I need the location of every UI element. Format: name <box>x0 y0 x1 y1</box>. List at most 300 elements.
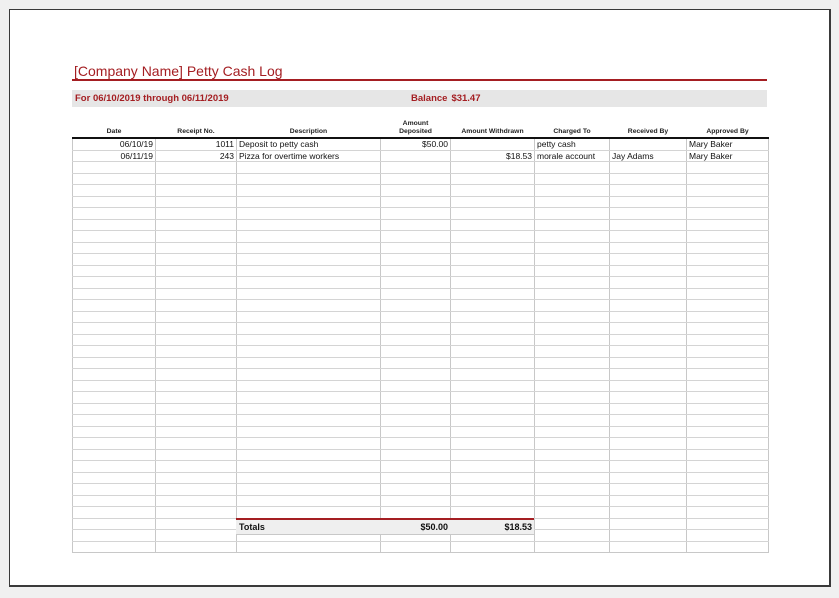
cell-description[interactable] <box>237 449 381 461</box>
cell-deposited[interactable] <box>381 162 451 174</box>
table-row[interactable] <box>73 208 769 220</box>
cell-approved-by[interactable] <box>687 346 769 358</box>
cell-withdrawn[interactable] <box>451 357 535 369</box>
cell-approved-by[interactable]: Mary Baker <box>687 138 769 150</box>
cell-charged-to[interactable] <box>535 173 610 185</box>
table-row[interactable] <box>73 541 769 553</box>
cell-charged-to[interactable] <box>535 472 610 484</box>
cell-charged-to[interactable] <box>535 518 610 530</box>
cell-description[interactable] <box>237 162 381 174</box>
cell-charged-to[interactable] <box>535 357 610 369</box>
cell-received-by[interactable] <box>610 173 687 185</box>
table-row[interactable] <box>73 162 769 174</box>
cell-charged-to[interactable] <box>535 311 610 323</box>
cell-description[interactable] <box>237 300 381 312</box>
table-row[interactable] <box>73 461 769 473</box>
cell-deposited[interactable] <box>381 403 451 415</box>
cell-deposited[interactable] <box>381 300 451 312</box>
cell-approved-by[interactable] <box>687 495 769 507</box>
cell-withdrawn[interactable] <box>451 484 535 496</box>
cell-date[interactable] <box>73 185 156 197</box>
cell-approved-by[interactable] <box>687 461 769 473</box>
cell-date[interactable] <box>73 495 156 507</box>
table-row[interactable] <box>73 415 769 427</box>
cell-approved-by[interactable] <box>687 300 769 312</box>
cell-description[interactable] <box>237 541 381 553</box>
cell-received-by[interactable] <box>610 300 687 312</box>
cell-date[interactable] <box>73 311 156 323</box>
cell-date[interactable] <box>73 162 156 174</box>
cell-charged-to[interactable] <box>535 208 610 220</box>
cell-description[interactable] <box>237 196 381 208</box>
cell-received-by[interactable] <box>610 484 687 496</box>
table-row[interactable] <box>73 346 769 358</box>
cell-approved-by[interactable] <box>687 311 769 323</box>
cell-received-by[interactable] <box>610 138 687 150</box>
cell-withdrawn[interactable] <box>451 495 535 507</box>
cell-date[interactable] <box>73 265 156 277</box>
table-row[interactable] <box>73 449 769 461</box>
cell-receipt[interactable] <box>156 162 237 174</box>
cell-withdrawn[interactable] <box>451 138 535 150</box>
cell-description[interactable] <box>237 254 381 266</box>
cell-withdrawn[interactable] <box>451 323 535 335</box>
cell-description[interactable] <box>237 231 381 243</box>
cell-receipt[interactable] <box>156 518 237 530</box>
cell-date[interactable] <box>73 461 156 473</box>
cell-withdrawn[interactable] <box>451 242 535 254</box>
cell-withdrawn[interactable] <box>451 288 535 300</box>
table-row[interactable] <box>73 219 769 231</box>
cell-deposited[interactable] <box>381 196 451 208</box>
cell-date[interactable] <box>73 242 156 254</box>
cell-charged-to[interactable] <box>535 530 610 542</box>
cell-deposited[interactable] <box>381 449 451 461</box>
cell-description[interactable] <box>237 173 381 185</box>
cell-deposited[interactable] <box>381 357 451 369</box>
cell-date[interactable] <box>73 518 156 530</box>
cell-approved-by[interactable] <box>687 403 769 415</box>
cell-receipt[interactable] <box>156 334 237 346</box>
cell-date[interactable] <box>73 403 156 415</box>
cell-approved-by[interactable] <box>687 530 769 542</box>
cell-deposited[interactable] <box>381 541 451 553</box>
cell-withdrawn[interactable] <box>451 208 535 220</box>
cell-description[interactable] <box>237 403 381 415</box>
cell-approved-by[interactable] <box>687 277 769 289</box>
cell-receipt[interactable] <box>156 541 237 553</box>
cell-receipt[interactable] <box>156 472 237 484</box>
cell-deposited[interactable] <box>381 173 451 185</box>
cell-charged-to[interactable] <box>535 265 610 277</box>
table-row[interactable] <box>73 138 769 150</box>
table-row[interactable] <box>73 300 769 312</box>
table-row[interactable] <box>73 369 769 381</box>
cell-approved-by[interactable] <box>687 265 769 277</box>
cell-receipt[interactable] <box>156 495 237 507</box>
cell-received-by[interactable] <box>610 346 687 358</box>
cell-received-by[interactable] <box>610 277 687 289</box>
cell-date[interactable] <box>73 300 156 312</box>
table-row[interactable] <box>73 173 769 185</box>
cell-withdrawn[interactable] <box>451 277 535 289</box>
cell-date[interactable] <box>73 288 156 300</box>
cell-approved-by[interactable] <box>687 185 769 197</box>
cell-date[interactable] <box>73 392 156 404</box>
cell-description[interactable] <box>237 426 381 438</box>
cell-receipt[interactable] <box>156 392 237 404</box>
cell-receipt[interactable] <box>156 438 237 450</box>
cell-deposited[interactable] <box>381 334 451 346</box>
table-row[interactable] <box>73 196 769 208</box>
cell-charged-to[interactable] <box>535 219 610 231</box>
cell-withdrawn[interactable] <box>451 426 535 438</box>
cell-withdrawn[interactable] <box>451 369 535 381</box>
cell-received-by[interactable] <box>610 507 687 519</box>
cell-deposited[interactable] <box>381 461 451 473</box>
cell-charged-to[interactable] <box>535 254 610 266</box>
cell-approved-by[interactable] <box>687 334 769 346</box>
cell-receipt[interactable] <box>156 231 237 243</box>
cell-received-by[interactable] <box>610 403 687 415</box>
cell-date[interactable] <box>73 254 156 266</box>
cell-receipt[interactable] <box>156 530 237 542</box>
cell-receipt[interactable] <box>156 300 237 312</box>
cell-approved-by[interactable] <box>687 173 769 185</box>
table-row[interactable] <box>73 150 769 162</box>
cell-date[interactable] <box>73 415 156 427</box>
cell-date[interactable] <box>73 323 156 335</box>
cell-received-by[interactable] <box>610 472 687 484</box>
cell-received-by[interactable] <box>610 541 687 553</box>
cell-receipt[interactable] <box>156 403 237 415</box>
cell-approved-by[interactable] <box>687 380 769 392</box>
cell-deposited[interactable] <box>381 288 451 300</box>
cell-description[interactable] <box>237 369 381 381</box>
cell-receipt[interactable] <box>156 484 237 496</box>
cell-deposited[interactable] <box>381 185 451 197</box>
cell-approved-by[interactable] <box>687 231 769 243</box>
cell-receipt[interactable] <box>156 242 237 254</box>
cell-charged-to[interactable] <box>535 185 610 197</box>
cell-approved-by[interactable] <box>687 162 769 174</box>
cell-charged-to[interactable] <box>535 288 610 300</box>
cell-receipt[interactable] <box>156 185 237 197</box>
table-row[interactable] <box>73 231 769 243</box>
cell-approved-by[interactable] <box>687 219 769 231</box>
cell-withdrawn[interactable] <box>451 449 535 461</box>
cell-withdrawn[interactable] <box>451 461 535 473</box>
cell-approved-by[interactable] <box>687 518 769 530</box>
cell-approved-by[interactable]: Mary Baker <box>687 150 769 162</box>
cell-withdrawn[interactable] <box>451 196 535 208</box>
cell-received-by[interactable] <box>610 311 687 323</box>
table-row[interactable] <box>73 242 769 254</box>
cell-received-by[interactable] <box>610 254 687 266</box>
cell-receipt[interactable] <box>156 369 237 381</box>
cell-date[interactable] <box>73 472 156 484</box>
table-row[interactable] <box>73 334 769 346</box>
cell-received-by[interactable] <box>610 185 687 197</box>
cell-deposited[interactable] <box>381 484 451 496</box>
cell-date[interactable] <box>73 196 156 208</box>
cell-approved-by[interactable] <box>687 449 769 461</box>
table-row[interactable] <box>73 311 769 323</box>
cell-receipt[interactable] <box>156 461 237 473</box>
cell-description[interactable]: Deposit to petty cash <box>237 138 381 150</box>
cell-approved-by[interactable] <box>687 438 769 450</box>
cell-withdrawn[interactable] <box>451 346 535 358</box>
cell-charged-to[interactable] <box>535 403 610 415</box>
cell-date[interactable] <box>73 219 156 231</box>
cell-deposited[interactable] <box>381 242 451 254</box>
cell-receipt[interactable] <box>156 311 237 323</box>
cell-received-by[interactable] <box>610 242 687 254</box>
cell-received-by[interactable] <box>610 219 687 231</box>
cell-withdrawn[interactable] <box>451 311 535 323</box>
cell-description[interactable] <box>237 242 381 254</box>
table-row[interactable] <box>73 438 769 450</box>
cell-received-by[interactable] <box>610 449 687 461</box>
cell-approved-by[interactable] <box>687 323 769 335</box>
cell-received-by[interactable] <box>610 426 687 438</box>
cell-description[interactable] <box>237 357 381 369</box>
cell-description[interactable] <box>237 392 381 404</box>
cell-date[interactable] <box>73 438 156 450</box>
cell-received-by[interactable]: Jay Adams <box>610 150 687 162</box>
cell-deposited[interactable] <box>381 438 451 450</box>
cell-date[interactable] <box>73 530 156 542</box>
cell-withdrawn[interactable] <box>451 334 535 346</box>
cell-receipt[interactable] <box>156 219 237 231</box>
cell-receipt[interactable] <box>156 346 237 358</box>
cell-deposited[interactable] <box>381 415 451 427</box>
cell-deposited[interactable] <box>381 254 451 266</box>
cell-description[interactable] <box>237 185 381 197</box>
cell-description[interactable] <box>237 265 381 277</box>
cell-date[interactable]: 06/10/19 <box>73 138 156 150</box>
cell-received-by[interactable] <box>610 196 687 208</box>
cell-received-by[interactable] <box>610 392 687 404</box>
cell-receipt[interactable] <box>156 288 237 300</box>
cell-withdrawn[interactable] <box>451 300 535 312</box>
cell-receipt[interactable] <box>156 265 237 277</box>
table-row[interactable] <box>73 507 769 519</box>
cell-receipt[interactable]: 243 <box>156 150 237 162</box>
cell-description[interactable] <box>237 311 381 323</box>
table-row[interactable] <box>73 484 769 496</box>
cell-received-by[interactable] <box>610 162 687 174</box>
cell-charged-to[interactable] <box>535 346 610 358</box>
cell-received-by[interactable] <box>610 334 687 346</box>
cell-description[interactable] <box>237 484 381 496</box>
cell-withdrawn[interactable] <box>451 162 535 174</box>
cell-date[interactable] <box>73 346 156 358</box>
cell-charged-to[interactable] <box>535 449 610 461</box>
cell-date[interactable] <box>73 357 156 369</box>
cell-withdrawn[interactable]: $18.53 <box>451 150 535 162</box>
cell-withdrawn[interactable] <box>451 472 535 484</box>
cell-receipt[interactable] <box>156 196 237 208</box>
cell-receipt[interactable] <box>156 380 237 392</box>
cell-approved-by[interactable] <box>687 426 769 438</box>
cell-charged-to[interactable] <box>535 541 610 553</box>
cell-withdrawn[interactable] <box>451 265 535 277</box>
cell-charged-to[interactable] <box>535 300 610 312</box>
cell-approved-by[interactable] <box>687 357 769 369</box>
cell-description[interactable] <box>237 323 381 335</box>
table-row[interactable] <box>73 323 769 335</box>
table-row[interactable] <box>73 288 769 300</box>
cell-deposited[interactable] <box>381 380 451 392</box>
cell-received-by[interactable] <box>610 380 687 392</box>
cell-withdrawn[interactable] <box>451 507 535 519</box>
cell-description[interactable] <box>237 380 381 392</box>
cell-description[interactable] <box>237 334 381 346</box>
cell-approved-by[interactable] <box>687 507 769 519</box>
cell-received-by[interactable] <box>610 323 687 335</box>
table-row[interactable] <box>73 495 769 507</box>
cell-receipt[interactable] <box>156 277 237 289</box>
cell-deposited[interactable] <box>381 277 451 289</box>
cell-withdrawn[interactable] <box>451 403 535 415</box>
cell-deposited[interactable]: $50.00 <box>381 138 451 150</box>
cell-charged-to[interactable] <box>535 507 610 519</box>
cell-approved-by[interactable] <box>687 472 769 484</box>
table-row[interactable] <box>73 403 769 415</box>
cell-description[interactable]: Pizza for overtime workers <box>237 150 381 162</box>
cell-receipt[interactable] <box>156 449 237 461</box>
cell-receipt[interactable] <box>156 507 237 519</box>
table-row[interactable] <box>73 254 769 266</box>
cell-date[interactable] <box>73 380 156 392</box>
table-row[interactable] <box>73 426 769 438</box>
cell-received-by[interactable] <box>610 288 687 300</box>
cell-approved-by[interactable] <box>687 208 769 220</box>
cell-deposited[interactable] <box>381 231 451 243</box>
cell-deposited[interactable] <box>381 392 451 404</box>
cell-deposited[interactable] <box>381 507 451 519</box>
cell-approved-by[interactable] <box>687 392 769 404</box>
cell-receipt[interactable] <box>156 208 237 220</box>
table-row[interactable] <box>73 357 769 369</box>
cell-charged-to[interactable] <box>535 392 610 404</box>
cell-date[interactable] <box>73 231 156 243</box>
cell-approved-by[interactable] <box>687 288 769 300</box>
cell-deposited[interactable] <box>381 346 451 358</box>
cell-deposited[interactable] <box>381 472 451 484</box>
cell-approved-by[interactable] <box>687 242 769 254</box>
cell-charged-to[interactable] <box>535 242 610 254</box>
cell-description[interactable] <box>237 346 381 358</box>
cell-received-by[interactable] <box>610 518 687 530</box>
cell-withdrawn[interactable] <box>451 219 535 231</box>
cell-date[interactable] <box>73 426 156 438</box>
cell-charged-to[interactable] <box>535 426 610 438</box>
cell-charged-to[interactable] <box>535 461 610 473</box>
cell-charged-to[interactable] <box>535 277 610 289</box>
cell-deposited[interactable] <box>381 150 451 162</box>
table-row[interactable] <box>73 277 769 289</box>
cell-charged-to[interactable] <box>535 380 610 392</box>
cell-charged-to[interactable] <box>535 415 610 427</box>
cell-date[interactable] <box>73 208 156 220</box>
cell-date[interactable] <box>73 484 156 496</box>
cell-date[interactable] <box>73 507 156 519</box>
cell-withdrawn[interactable] <box>451 173 535 185</box>
cell-receipt[interactable] <box>156 357 237 369</box>
cell-received-by[interactable] <box>610 495 687 507</box>
cell-received-by[interactable] <box>610 208 687 220</box>
cell-receipt[interactable] <box>156 323 237 335</box>
table-row[interactable] <box>73 265 769 277</box>
cell-description[interactable] <box>237 507 381 519</box>
cell-withdrawn[interactable] <box>451 231 535 243</box>
cell-approved-by[interactable] <box>687 254 769 266</box>
cell-description[interactable] <box>237 277 381 289</box>
table-row[interactable] <box>73 380 769 392</box>
cell-deposited[interactable] <box>381 265 451 277</box>
cell-description[interactable] <box>237 472 381 484</box>
cell-approved-by[interactable] <box>687 541 769 553</box>
cell-date[interactable] <box>73 173 156 185</box>
cell-description[interactable] <box>237 219 381 231</box>
cell-received-by[interactable] <box>610 438 687 450</box>
cell-charged-to[interactable] <box>535 495 610 507</box>
cell-description[interactable] <box>237 495 381 507</box>
cell-deposited[interactable] <box>381 495 451 507</box>
table-row[interactable] <box>73 392 769 404</box>
cell-charged-to[interactable] <box>535 323 610 335</box>
cell-charged-to[interactable]: morale account <box>535 150 610 162</box>
cell-date[interactable] <box>73 334 156 346</box>
cell-date[interactable] <box>73 277 156 289</box>
cell-charged-to[interactable]: petty cash <box>535 138 610 150</box>
cell-date[interactable] <box>73 449 156 461</box>
cell-description[interactable] <box>237 461 381 473</box>
table-row[interactable] <box>73 472 769 484</box>
cell-deposited[interactable] <box>381 323 451 335</box>
cell-approved-by[interactable] <box>687 415 769 427</box>
cell-charged-to[interactable] <box>535 231 610 243</box>
cell-withdrawn[interactable] <box>451 185 535 197</box>
cell-deposited[interactable] <box>381 219 451 231</box>
table-row[interactable] <box>73 185 769 197</box>
cell-withdrawn[interactable] <box>451 415 535 427</box>
cell-date[interactable] <box>73 369 156 381</box>
cell-receipt[interactable] <box>156 426 237 438</box>
cell-receipt[interactable] <box>156 173 237 185</box>
cell-receipt[interactable] <box>156 254 237 266</box>
cell-received-by[interactable] <box>610 357 687 369</box>
cell-description[interactable] <box>237 288 381 300</box>
cell-deposited[interactable] <box>381 426 451 438</box>
cell-deposited[interactable] <box>381 208 451 220</box>
cell-withdrawn[interactable] <box>451 438 535 450</box>
cell-deposited[interactable] <box>381 369 451 381</box>
cell-withdrawn[interactable] <box>451 541 535 553</box>
cell-receipt[interactable] <box>156 415 237 427</box>
cell-received-by[interactable] <box>610 369 687 381</box>
cell-charged-to[interactable] <box>535 162 610 174</box>
cell-received-by[interactable] <box>610 231 687 243</box>
cell-withdrawn[interactable] <box>451 392 535 404</box>
cell-charged-to[interactable] <box>535 484 610 496</box>
cell-received-by[interactable] <box>610 530 687 542</box>
cell-charged-to[interactable] <box>535 196 610 208</box>
cell-approved-by[interactable] <box>687 369 769 381</box>
cell-description[interactable] <box>237 438 381 450</box>
